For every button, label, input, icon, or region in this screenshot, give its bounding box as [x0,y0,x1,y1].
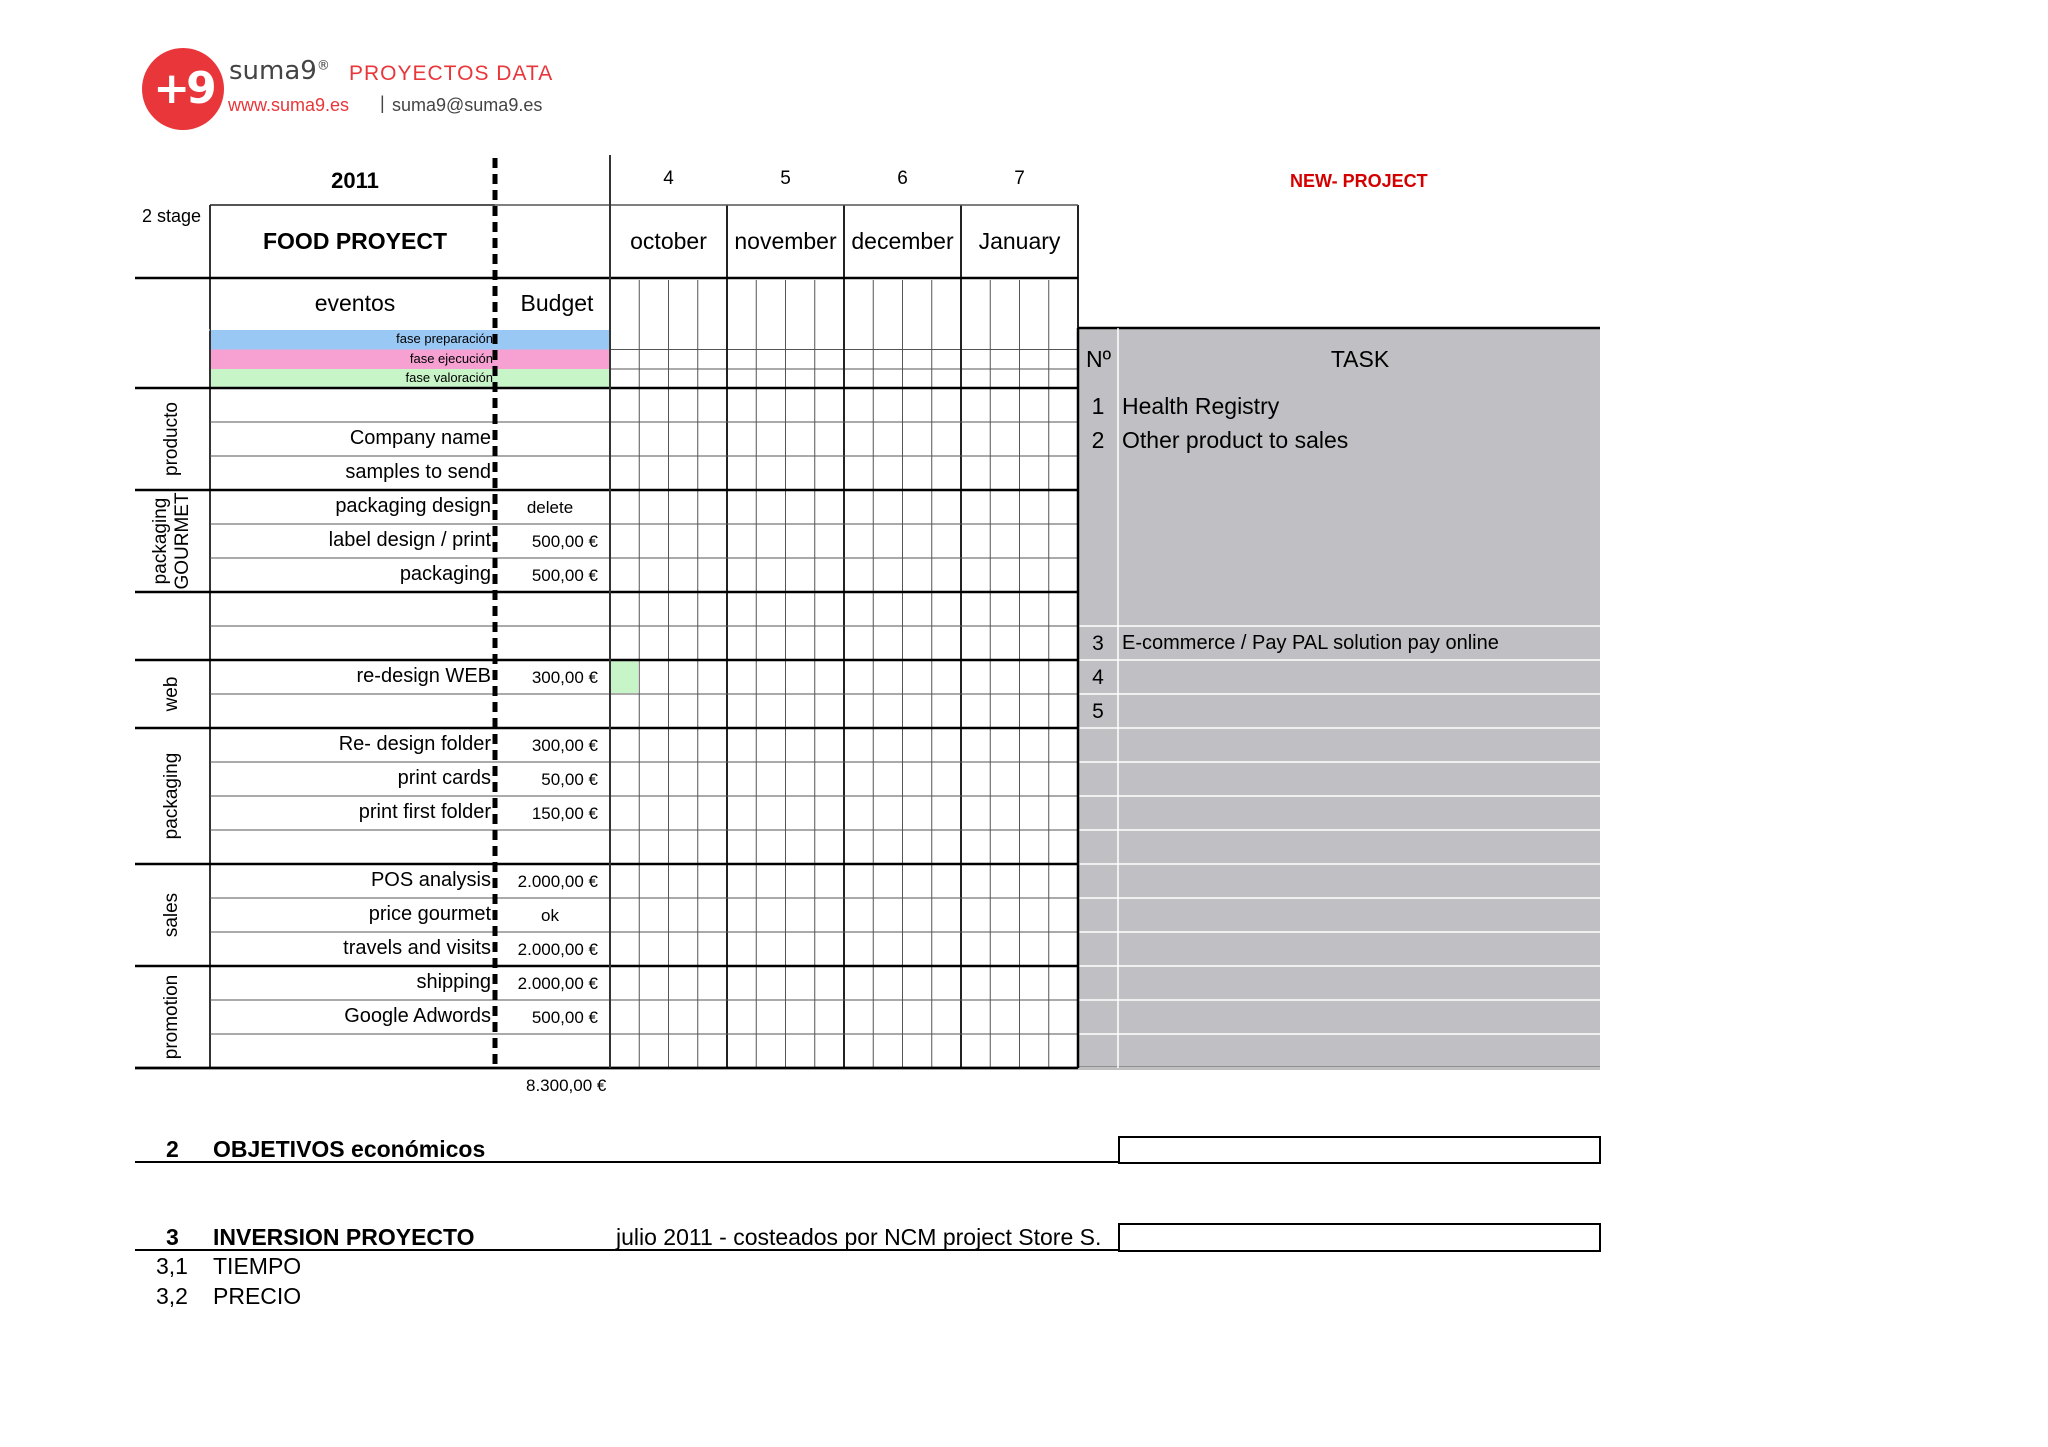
brand-name: suma9® [229,56,330,86]
month-name: december [851,228,954,254]
event-label: Company name [349,427,491,449]
budget-value: 300,00 € [531,668,598,687]
event-label: packaging [399,563,491,585]
project-title: FOOD PROYECT [262,228,447,254]
group-label: promotion [161,974,182,1060]
new-project-label: NEW- PROJECT [1290,171,1428,191]
budget-value: 2.000,00 € [517,974,598,993]
objetivos-box [1119,1137,1600,1163]
month-name: october [630,228,707,254]
objetivos-title: OBJETIVOS económicos [213,1136,486,1162]
task-number: 2 [1091,427,1105,453]
budget-value: 500,00 € [531,532,598,551]
inversion-title: INVERSION PROYECTO [213,1224,475,1250]
month-name: January [978,228,1061,254]
objetivos-number: 2 [166,1136,179,1162]
event-label: shipping [416,971,491,993]
phase-label: fase valoración [405,370,493,385]
event-label: POS analysis [370,869,491,891]
inversion-note: julio 2011 - costeados por NCM project Store S. [616,1224,1102,1250]
group-label: packaging [161,752,182,840]
event-label: travels and visits [343,937,491,959]
budget-value: 300,00 € [531,736,598,755]
brand-separator: | [380,93,385,113]
budget-value: delete [526,498,574,517]
precio-number: 3,2 [156,1283,188,1309]
task-number: 4 [1092,666,1104,689]
budget-value: 500,00 € [531,566,598,585]
event-label: price gourmet [368,903,491,925]
event-label: samples to send [345,461,491,483]
budget-header: Budget [520,290,594,316]
event-label: packaging design [335,495,491,517]
event-label: Google Adwords [344,1005,491,1027]
stage-label: 2 stage [142,206,202,226]
event-label: label design / print [328,529,491,551]
task-list-panel [1078,624,1600,1068]
task-text: Health Registry [1122,393,1280,419]
task-number: 5 [1092,700,1104,723]
event-label: print cards [397,767,491,789]
month-number: 5 [780,168,791,189]
events-header: eventos [314,290,396,316]
event-label: Re- design folder [338,733,491,755]
web-active-cell [611,660,638,693]
brand-email[interactable]: suma9@suma9.es [392,95,543,115]
year-label: 2011 [331,168,379,193]
budget-value: ok [541,906,559,925]
task-text: E-commerce / Pay PAL solution pay online [1122,632,1499,654]
group-label: packaging GOURMET [150,492,193,590]
group-label: producto [161,402,182,476]
brand-website[interactable]: www.suma9.es [228,95,350,115]
suma9-logo: +9 [142,48,224,130]
task-header: TASK [1330,346,1390,372]
task-text: Other product to sales [1122,427,1349,453]
inversion-number: 3 [166,1224,179,1250]
event-label: print first folder [358,801,491,823]
month-name: november [734,228,837,254]
tiempo-number: 3,1 [156,1253,188,1279]
task-number: 1 [1091,393,1105,419]
budget-value: 2.000,00 € [517,872,598,891]
budget-value: 2.000,00 € [517,940,598,959]
precio-title: PRECIO [213,1283,302,1309]
budget-value: 500,00 € [531,1008,598,1027]
group-label: web [161,676,182,712]
month-number: 6 [897,168,908,189]
inversion-box [1119,1224,1600,1251]
month-number: 4 [663,168,674,189]
group-label: sales [161,892,182,938]
brand-subtitle: PROYECTOS DATA [349,62,554,85]
task-no-header: Nº [1086,346,1112,372]
tiempo-title: TIEMPO [213,1253,302,1279]
phase-label: fase ejecución [409,350,493,366]
budget-value: 50,00 € [541,770,598,789]
event-label: re-design WEB [356,665,491,687]
budget-value: 150,00 € [531,804,598,823]
phase-label: fase preparación [396,331,493,346]
budget-total: 8.300,00 € [526,1076,607,1095]
task-number: 3 [1092,632,1104,655]
month-number: 7 [1014,168,1025,189]
